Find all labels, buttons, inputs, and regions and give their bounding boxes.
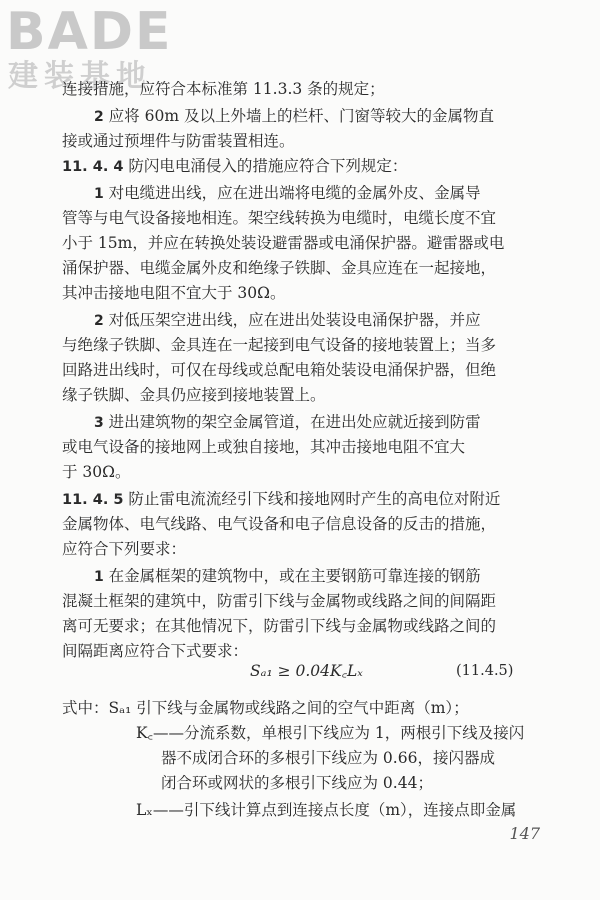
text-line xyxy=(62,461,131,483)
logo-subtext: 建装基地 xyxy=(8,59,152,94)
line-text: 于 30Ω。 xyxy=(62,463,131,481)
text-line xyxy=(62,488,500,511)
text-line xyxy=(62,207,496,229)
text-line xyxy=(62,282,286,304)
text-line xyxy=(136,799,516,821)
line-text: 防闪电电涌侵入的措施应符合下列规定： xyxy=(123,157,408,175)
text-line xyxy=(62,334,496,356)
line-text: 或电气设备的接地网上或独自接地，其冲击接地电阻不宜大 xyxy=(62,438,466,456)
item-number: 2 xyxy=(94,109,104,125)
line-text: 式中：Sₐ₁ 引下线与金属物或线路之间的空气中距离（m）； xyxy=(62,699,469,717)
logo-main-text: BADE xyxy=(6,2,173,62)
line-text: 应符合下列要求： xyxy=(62,540,187,558)
item-number: 2 xyxy=(94,313,104,329)
page-number: 147 xyxy=(509,824,540,843)
text-line xyxy=(62,78,385,100)
line-text: 进出建筑物的架空金属管道，在进出处应就近接到防雷 xyxy=(103,413,481,431)
text-line xyxy=(94,565,481,588)
text-line xyxy=(62,130,295,152)
line-text: 连接措施，应符合本标准第 11.3.3 条的规定； xyxy=(62,80,385,98)
line-text: 接或通过预埋件与防雷装置相连。 xyxy=(62,132,295,150)
line-text: 混凝土框架的建筑中，防雷引下线与金属物或线路之间的间隔距 xyxy=(62,592,497,610)
line-text: 离可无要求；在其他情况下，防雷引下线与金属物或线路之间的 xyxy=(62,617,497,635)
line-text: 在金属框架的建筑物中，或在主要钢筋可靠连接的钢筋 xyxy=(103,567,481,585)
text-line xyxy=(62,359,496,381)
line-text: 对电缆进出线，应在进出端将电缆的金属外皮、金属导 xyxy=(103,184,481,202)
line-text: 防止雷电流流经引下线和接地网时产生的高电位对附近 xyxy=(123,490,501,508)
text-line xyxy=(62,697,469,719)
text-line xyxy=(161,772,433,794)
text-line xyxy=(94,309,481,332)
clause-number: 11. 4. 5 xyxy=(62,492,124,508)
text-line xyxy=(62,640,248,662)
text-line xyxy=(62,538,186,560)
text-line xyxy=(94,411,481,434)
line-text: 间隔距离应符合下式要求： xyxy=(62,642,249,660)
line-text: 对低压架空进出线，应在进出处装设电涌保护器，并应 xyxy=(103,311,481,329)
line-text: 缘子铁脚、金具仍应接到接地装置上。 xyxy=(62,386,326,404)
text-line xyxy=(136,722,524,744)
text-line xyxy=(94,182,481,205)
item-number: 1 xyxy=(94,569,104,585)
text-line xyxy=(62,155,407,178)
text-line xyxy=(94,105,494,128)
line-text: 其冲击接地电阻不宜大于 30Ω。 xyxy=(62,284,286,302)
line-text: 管等与电气设备接地相连。架空线转换为电缆时，电缆长度不宜 xyxy=(62,209,497,227)
line-text: 涌保护器、电缆金属外皮和绝缘子铁脚、金具应连在一起接地， xyxy=(62,259,497,277)
text-line xyxy=(62,615,496,637)
text-line xyxy=(62,232,504,254)
item-number: 1 xyxy=(94,186,104,202)
text-line xyxy=(62,513,496,535)
formula-number: (11.4.5) xyxy=(456,663,514,679)
line-text: 应将 60m 及以上外墙上的栏杆、门窗等较大的金属物直 xyxy=(103,107,494,125)
line-text: 回路进出线时，可仅在母线或总配电箱处装设电涌保护器，但绝 xyxy=(62,361,497,379)
line-text: 闭合环或网状的多根引下线应为 0.44； xyxy=(161,774,433,792)
text-line xyxy=(62,436,465,458)
line-text: 器不成闭合环的多根引下线应为 0.66，接闪器成 xyxy=(161,749,495,767)
item-number: 3 xyxy=(94,415,104,431)
clause-number: 11. 4. 4 xyxy=(62,159,124,175)
logo-text xyxy=(6,4,173,60)
text-line xyxy=(161,747,495,769)
text-line xyxy=(62,257,496,279)
formula-expression: Sₐ₁ ≥ 0.04K꜀Lₓ xyxy=(250,662,363,680)
line-text: 与绝缘子铁脚、金具连在一起接到电气设备的接地装置上；当多 xyxy=(62,336,497,354)
line-text: Lₓ——引下线计算点到连接点长度（m），连接点即金属 xyxy=(136,801,517,819)
text-line xyxy=(62,384,326,406)
text-line xyxy=(62,590,496,612)
line-text: 小于 15m，并应在转换处装设避雷器或电涌保护器。避雷器或电 xyxy=(62,234,505,252)
line-text: K꜀——分流系数，单根引下线应为 1，两根引下线及接闪 xyxy=(136,724,525,742)
line-text: 金属物体、电气线路、电气设备和电子信息设备的反击的措施， xyxy=(62,515,497,533)
